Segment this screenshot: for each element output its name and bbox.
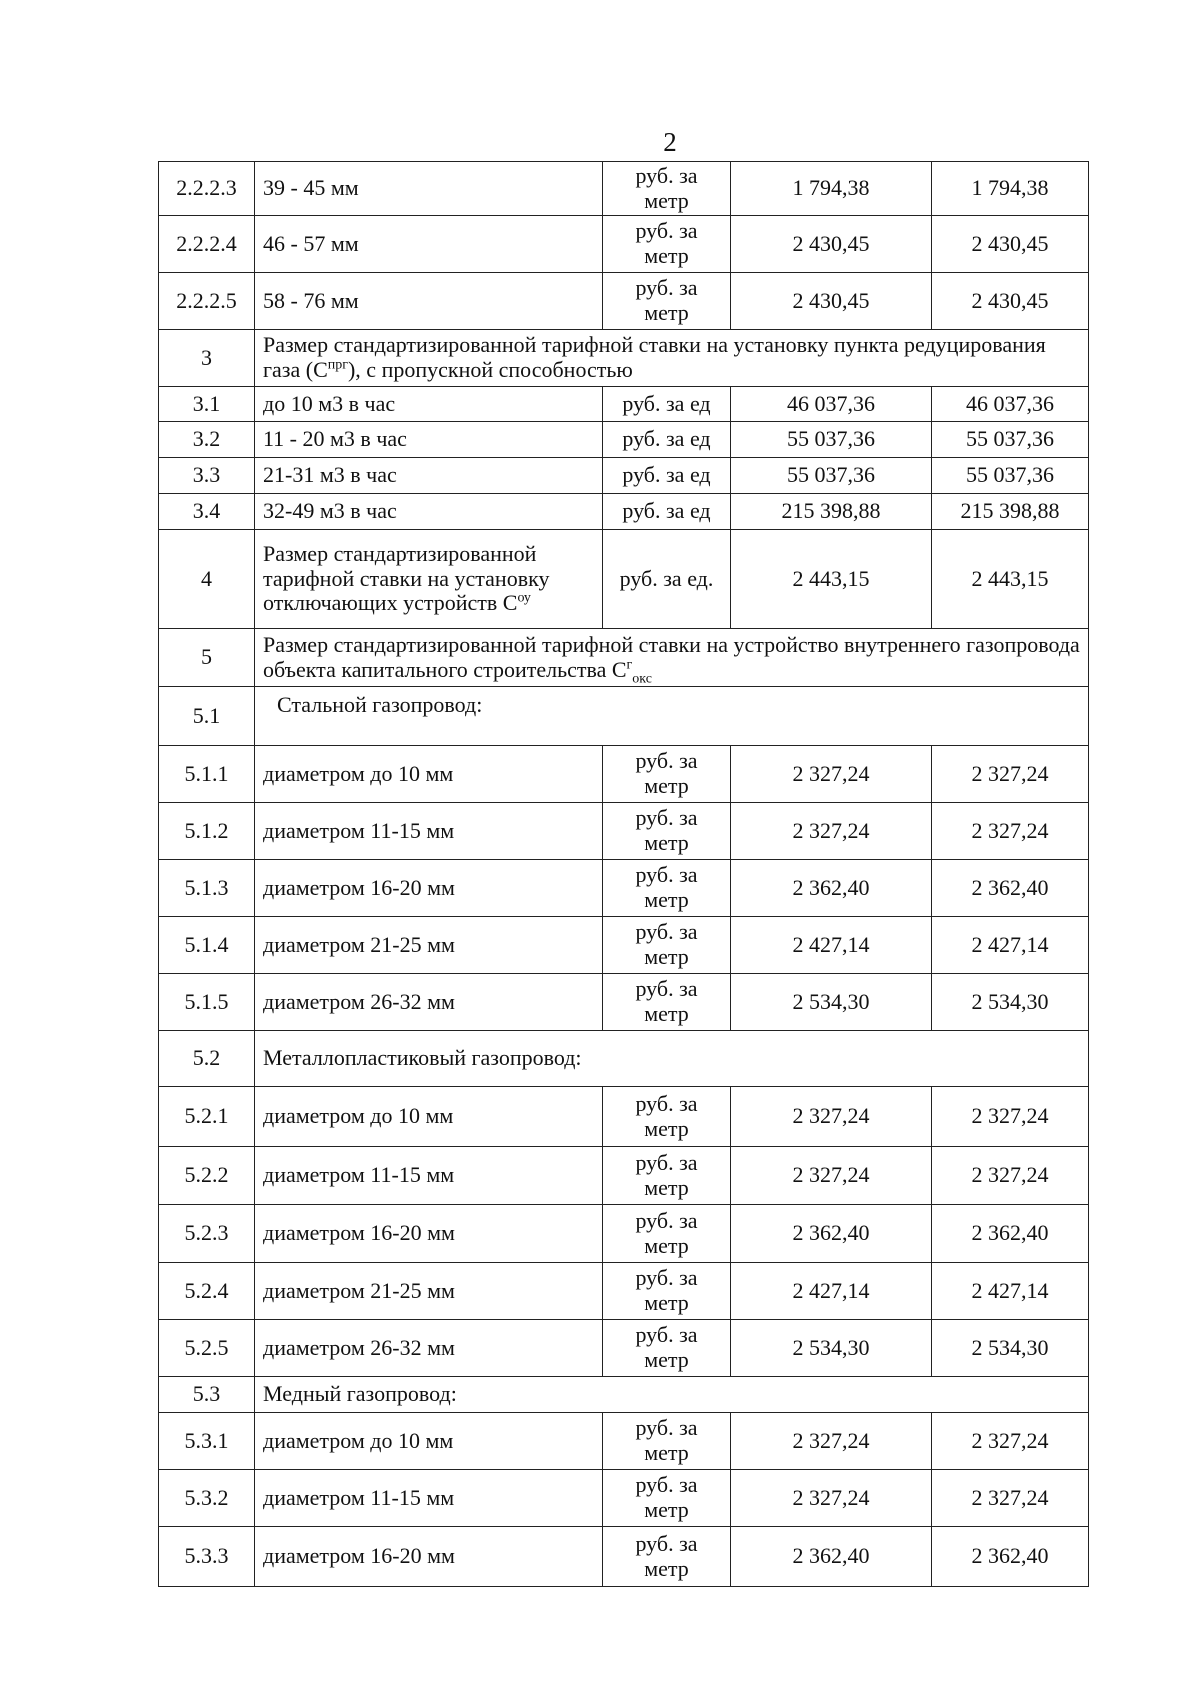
- row-unit: руб. за метр: [603, 1527, 731, 1587]
- table-row: [159, 860, 1089, 917]
- row-number: 2.2.2.5: [159, 273, 255, 330]
- table-row: [159, 458, 1089, 494]
- section-text: Размер стандартизированной тарифной ставки на устройство внутреннего газопровода объекта капитального строительства С: [263, 631, 1080, 682]
- row-description: 46 - 57 мм: [255, 216, 603, 273]
- row-description: диаметром 11-15 мм: [255, 1470, 603, 1527]
- row-number: 5.1.3: [159, 860, 255, 917]
- symbol-superscript: прг: [327, 357, 348, 373]
- row-value-2: 2 327,24: [932, 746, 1089, 803]
- row-number: 5.2.1: [159, 1087, 255, 1147]
- row-unit: руб. за метр: [603, 860, 731, 917]
- row-unit: руб. за ед: [603, 387, 731, 422]
- row-unit: руб. за метр: [603, 1087, 731, 1147]
- row-number: 5: [159, 629, 255, 687]
- table-row: [159, 162, 1089, 216]
- row-value-2: 55 037,36: [932, 458, 1089, 494]
- row-number: 5.2.5: [159, 1320, 255, 1377]
- row-unit: руб. за метр: [603, 803, 731, 860]
- row-description: диаметром 16-20 мм: [255, 1527, 603, 1587]
- row-unit: руб. за метр: [603, 1320, 731, 1377]
- table-row: [159, 1263, 1089, 1320]
- row-value-1: 2 327,24: [731, 803, 932, 860]
- row-description: диаметром 16-20 мм: [255, 860, 603, 917]
- subsection-row: [159, 1377, 1089, 1413]
- row-value-1: 1 794,38: [731, 162, 932, 216]
- row-unit: руб. за ед: [603, 422, 731, 458]
- row-value-1: 2 430,45: [731, 216, 932, 273]
- table-row: [159, 273, 1089, 330]
- row-value-2: 2 327,24: [932, 803, 1089, 860]
- row-unit: руб. за метр: [603, 162, 731, 216]
- row-number: 3.1: [159, 387, 255, 422]
- row-number: 5.3: [159, 1377, 255, 1413]
- row-value-2: 2 430,45: [932, 216, 1089, 273]
- row-description: диаметром до 10 мм: [255, 1087, 603, 1147]
- row-unit: руб. за ед: [603, 458, 731, 494]
- table-row: [159, 387, 1089, 422]
- row-number: 5.2.4: [159, 1263, 255, 1320]
- row-value-1: 2 430,45: [731, 273, 932, 330]
- row-value-1: 2 362,40: [731, 1205, 932, 1263]
- row-value-2: 55 037,36: [932, 422, 1089, 458]
- table-row: [159, 530, 1089, 629]
- section-text-tail: ), с пропускной способностью: [347, 357, 633, 382]
- table-row: [159, 422, 1089, 458]
- row-value-1: 2 427,14: [731, 917, 932, 974]
- table-row: [159, 1147, 1089, 1205]
- row-unit: руб. за метр: [603, 1413, 731, 1470]
- row-value-2: 2 427,14: [932, 1263, 1089, 1320]
- row-value-1: 2 534,30: [731, 1320, 932, 1377]
- row-description: диаметром до 10 мм: [255, 746, 603, 803]
- row-description: диаметром 11-15 мм: [255, 803, 603, 860]
- row-number: 5.3.3: [159, 1527, 255, 1587]
- table-row: [159, 1205, 1089, 1263]
- page-number: 2: [663, 127, 677, 157]
- row-unit: руб. за метр: [603, 216, 731, 273]
- row-value-2: 46 037,36: [932, 387, 1089, 422]
- row-number: 5.1.4: [159, 917, 255, 974]
- section-row: [159, 629, 1089, 687]
- row-unit: руб. за метр: [603, 974, 731, 1031]
- row-value-1: 2 443,15: [731, 530, 932, 629]
- row-number: 5.3.1: [159, 1413, 255, 1470]
- row-number: 5.1.2: [159, 803, 255, 860]
- row-value-2: 2 362,40: [932, 860, 1089, 917]
- row-value-1: 2 534,30: [731, 974, 932, 1031]
- row-number: 5.1.5: [159, 974, 255, 1031]
- row-value-2: 2 443,15: [932, 530, 1089, 629]
- row-value-1: 46 037,36: [731, 387, 932, 422]
- table-row: [159, 1527, 1089, 1587]
- row-value-1: 55 037,36: [731, 458, 932, 494]
- row-value-2: 2 327,24: [932, 1413, 1089, 1470]
- row-value-1: 2 327,24: [731, 1470, 932, 1527]
- row-description: 32-49 м3 в час: [255, 494, 603, 530]
- section-description: [255, 629, 1089, 687]
- table-row: [159, 1413, 1089, 1470]
- row-value-1: 2 362,40: [731, 1527, 932, 1587]
- row-value-2: 2 327,24: [932, 1470, 1089, 1527]
- section-text: Размер стандартизированной тарифной ставки на установку пункта редуцирования газа (С: [263, 332, 1046, 382]
- row-unit: руб. за метр: [603, 917, 731, 974]
- row-value-1: 2 327,24: [731, 1147, 932, 1205]
- row-unit: руб. за метр: [603, 273, 731, 330]
- row-description: диаметром 16-20 мм: [255, 1205, 603, 1263]
- table-row: [159, 1320, 1089, 1377]
- row-number: 5.1: [159, 687, 255, 746]
- row-number: 5.1.1: [159, 746, 255, 803]
- row-unit: руб. за метр: [603, 1263, 731, 1320]
- row-description: диаметром 26-32 мм: [255, 974, 603, 1031]
- subsection-row: [159, 687, 1089, 746]
- subsection-title: Стальной газопровод:: [255, 687, 1089, 746]
- table-row: [159, 1087, 1089, 1147]
- row-value-2: 2 327,24: [932, 1147, 1089, 1205]
- row-value-1: 2 327,24: [731, 1413, 932, 1470]
- row-description-text: Размер стандартизированной тарифной ставки на установку отключающих устройств С: [263, 541, 550, 616]
- row-value-1: 2 362,40: [731, 860, 932, 917]
- table-row: [159, 1470, 1089, 1527]
- row-value-2: 2 327,24: [932, 1087, 1089, 1147]
- row-value-1: 215 398,88: [731, 494, 932, 530]
- row-description: диаметром до 10 мм: [255, 1413, 603, 1470]
- row-number: 3.2: [159, 422, 255, 458]
- row-unit: руб. за метр: [603, 1205, 731, 1263]
- row-value-1: 2 427,14: [731, 1263, 932, 1320]
- row-number: 3.3: [159, 458, 255, 494]
- row-description: до 10 м3 в час: [255, 387, 603, 422]
- subsection-row: [159, 1031, 1089, 1087]
- row-value-2: 2 534,30: [932, 974, 1089, 1031]
- row-unit: руб. за ед: [603, 494, 731, 530]
- table-row: [159, 917, 1089, 974]
- row-number: 5.3.2: [159, 1470, 255, 1527]
- row-description: 11 - 20 м3 в час: [255, 422, 603, 458]
- row-value-2: 1 794,38: [932, 162, 1089, 216]
- row-number: 5.2: [159, 1031, 255, 1087]
- row-value-1: 2 327,24: [731, 746, 932, 803]
- table-row: [159, 216, 1089, 273]
- subsection-title: Медный газопровод:: [255, 1377, 1089, 1413]
- row-value-2: 2 534,30: [932, 1320, 1089, 1377]
- row-description: 21-31 м3 в час: [255, 458, 603, 494]
- row-unit: руб. за метр: [603, 1147, 731, 1205]
- row-number: 4: [159, 530, 255, 629]
- row-number: 2.2.2.3: [159, 162, 255, 216]
- symbol-superscript: г: [626, 657, 633, 673]
- row-description: диаметром 21-25 мм: [255, 917, 603, 974]
- subsection-title: Металлопластиковый газопровод:: [255, 1031, 1089, 1087]
- symbol-superscript: оу: [517, 590, 531, 606]
- tariff-table-body: [159, 162, 1089, 1587]
- row-number: 5.2.3: [159, 1205, 255, 1263]
- row-number: 3.4: [159, 494, 255, 530]
- row-description: 39 - 45 мм: [255, 162, 603, 216]
- row-description: 58 - 76 мм: [255, 273, 603, 330]
- row-unit: руб. за метр: [603, 1470, 731, 1527]
- row-description: диаметром 11-15 мм: [255, 1147, 603, 1205]
- row-description: [255, 530, 603, 629]
- section-row: [159, 330, 1089, 387]
- row-value-2: 2 427,14: [932, 917, 1089, 974]
- row-value-2: 215 398,88: [932, 494, 1089, 530]
- table-row: [159, 746, 1089, 803]
- tariff-table: [158, 161, 1089, 1587]
- table-row: [159, 494, 1089, 530]
- row-value-2: 2 430,45: [932, 273, 1089, 330]
- row-number: 2.2.2.4: [159, 216, 255, 273]
- row-number: 5.2.2: [159, 1147, 255, 1205]
- row-value-2: 2 362,40: [932, 1527, 1089, 1587]
- row-unit: руб. за ед.: [603, 530, 731, 629]
- row-description: диаметром 26-32 мм: [255, 1320, 603, 1377]
- row-unit: руб. за метр: [603, 746, 731, 803]
- table-row: [159, 974, 1089, 1031]
- symbol-subscript: окс: [632, 670, 652, 686]
- table-row: [159, 803, 1089, 860]
- row-value-1: 2 327,24: [731, 1087, 932, 1147]
- row-value-1: 55 037,36: [731, 422, 932, 458]
- row-number: 3: [159, 330, 255, 387]
- row-description: диаметром 21-25 мм: [255, 1263, 603, 1320]
- section-description: [255, 330, 1089, 387]
- row-value-2: 2 362,40: [932, 1205, 1089, 1263]
